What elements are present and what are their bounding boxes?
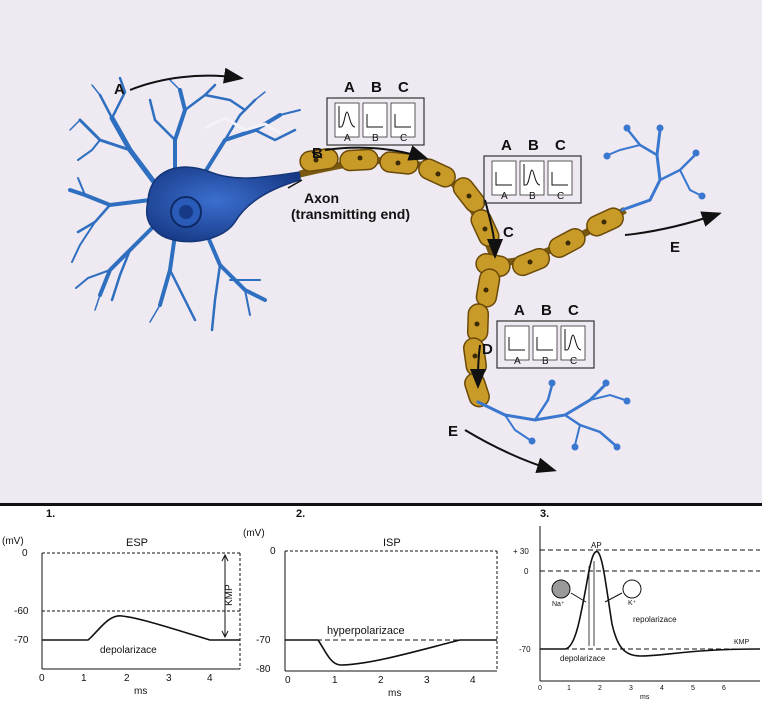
graph1-xtick-1: 1 [81,673,87,684]
graph2-ytick-80: -80 [256,664,271,675]
graph3-xtick-2: 2 [598,685,602,692]
graph3-ytick-0: 0 [524,567,529,576]
label-e-upper: E [670,239,681,256]
graph2-xtick-3: 3 [424,675,430,686]
label-d: D [482,341,493,358]
axon-terminal-upper [608,130,700,210]
graph1-unit: (mV) [2,536,24,547]
graph-esp [2,508,240,697]
label-a: A [114,81,125,98]
graph1-xtick-4: 4 [207,673,213,684]
inset1-sub-b: B [372,133,379,144]
graph3-baseline-label: KMP [734,639,750,646]
inset2-sub-c: C [557,191,565,202]
inset2-sub-b: B [529,191,536,202]
inset2-sub-a: A [501,191,508,202]
graph3-xtick-0: 0 [538,685,542,692]
graph2-ytick-70: -70 [256,635,271,646]
axon-branch [462,268,501,410]
axon-label: Axon [304,190,339,206]
graph2-annotation: hyperpolarizace [327,625,405,637]
graph3-xtick-1: 1 [567,685,571,692]
graph2-number: 2. [296,508,306,520]
graph2-xtick-4: 4 [470,675,476,686]
graph3-annotation-repol: repolarizace [633,615,677,624]
soma-body [147,167,300,242]
graph2-xtick-0: 0 [285,675,291,686]
inset-box-3 [497,302,594,368]
graph1-ytick-60: -60 [14,606,29,617]
inset3-sub-b: B [542,356,549,367]
graph1-xtick-0: 0 [39,673,45,684]
graph3-xtick-5: 5 [691,685,695,692]
graph3-ion-na: Na⁺ [552,601,565,608]
inset1-header-b: B [371,79,382,96]
graph3-xtick-4: 4 [660,685,664,692]
graph3-ion-k: K⁺ [628,600,637,607]
graph-ap [513,508,760,699]
graph1-xtick-3: 3 [166,673,172,684]
graph3-annotation-depol: depolarizace [560,654,606,663]
graph2-ytick-0: 0 [270,546,276,557]
axon-terminal-lower [478,385,625,445]
inset1-header-a: A [344,79,355,96]
inset3-header-a: A [514,302,525,319]
inset2-header-a: A [501,137,512,154]
label-c: C [503,224,514,241]
potential-graphs [0,506,762,699]
graph1-xlabel: ms [134,686,148,697]
graph3-xtick-6: 6 [722,685,726,692]
inset3-header-c: C [568,302,579,319]
nucleolus [179,205,193,219]
graph3-xlabel: ms [640,694,650,699]
inset-box-2 [484,137,581,203]
graph3-ytick-30: + 30 [513,547,529,556]
graph1-side-label: KMP [224,584,235,606]
graph3-ytick-70: -70 [519,645,531,654]
graph3-xtick-3: 3 [629,685,633,692]
inset1-sub-c: C [400,133,408,144]
inset3-sub-c: C [570,356,578,367]
axon-sublabel: (transmitting end) [291,206,410,222]
inset1-sub-a: A [344,133,351,144]
graph2-xlabel: ms [388,688,402,699]
inset3-sub-a: A [514,356,521,367]
graph3-title: AP [591,541,602,550]
graph1-ytick-70: -70 [14,635,29,646]
inset2-header-b: B [528,137,539,154]
graph1-title: ESP [126,537,149,549]
graph3-number: 3. [540,508,550,520]
inset1-header-c: C [398,79,409,96]
graph2-title: ISP [383,537,401,549]
graph1-annotation: depolarizace [100,645,157,656]
graph1-number: 1. [46,508,56,520]
graph2-xtick-1: 1 [332,675,338,686]
label-b: B [312,145,323,162]
inset-box-1 [327,79,424,145]
graph1-xtick-2: 2 [124,673,130,684]
label-e-lower: E [448,423,459,440]
graph1-ytick-0: 0 [22,548,28,559]
graph2-unit: (mV) [243,528,265,539]
inset2-header-c: C [555,137,566,154]
potential-graphs-panel [0,506,762,699]
graph2-xtick-2: 2 [378,675,384,686]
terminal-knobs-lower [529,380,631,451]
graph-isp [243,508,497,699]
inset3-header-b: B [541,302,552,319]
